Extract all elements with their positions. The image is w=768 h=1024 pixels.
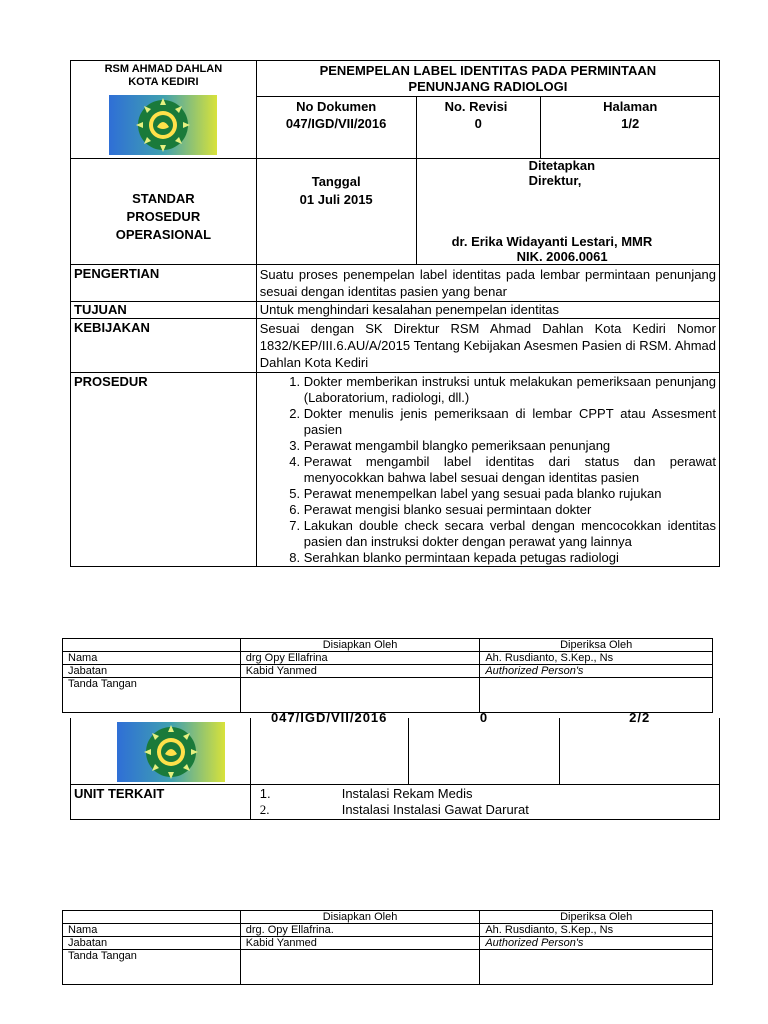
row-ttd-label: Tanda Tangan [63,678,241,713]
doc-number-value: 047/IGD/VII/2016 [285,116,387,131]
pengertian-label: PENGERTIAN [71,265,257,302]
revision-cell [416,97,541,159]
sop-label-cell [71,159,257,265]
prosedur-step: 6. Perawat mengisi blanko sesuai permintaan dokter [304,502,716,518]
page-cell [541,97,720,159]
checked-signature [480,950,713,985]
tujuan-label: TUJUAN [71,302,257,319]
muhammadiyah-sun-logo-icon [117,722,225,782]
prepared-name: drg. Opy Ellafrina. [240,924,480,937]
prosedur-step: 1. Dokter memberikan instruksi untuk melakukan pemeriksaan penunjang (Laboratorium, radiologi, dll.) [304,374,716,406]
row-nama-label: Nama [63,652,241,665]
sop-line1: STANDAR [132,191,195,206]
prosedur-cell [256,373,719,567]
page2-doc-cell [250,710,408,784]
date-cell [256,159,416,265]
prosedur-list [260,374,716,566]
doc-number-cell [256,97,416,159]
muhammadiyah-sun-logo-icon [109,95,217,155]
title-line2: PENUNJANG RADIOLOGI [408,79,568,94]
prepared-header: Disiapkan Oleh [240,639,480,652]
page2-table [70,710,720,820]
prosedur-step: 2. Dokter menulis jenis pemeriksaan di lembar CPPT atau Assesment pasien [304,406,716,438]
approved-label: Ditetapkan [528,158,596,173]
hospital-cell [71,61,257,159]
checked-title: Authorized Person's [480,665,713,678]
page-label: Halaman [603,99,658,114]
prosedur-step: 8. Serahkan blanko permintaan kepada petugas radiologi [304,550,716,566]
revision-label: No. Revisi [444,99,508,114]
prepared-signature [240,950,480,985]
row-nama-label: Nama [63,924,241,937]
unit-terkait-label: UNIT TERKAIT [71,784,251,819]
director-label: Direktur, [528,173,582,188]
page2-rev-cell [408,710,560,784]
unit-number: 2. [259,801,270,817]
prosedur-step: 7. Lakukan double check secara verbal dengan mencocokkan identitas pasien dan instruksi dokter dengan perawat yang lainnya [304,518,716,550]
director-nik: NIK. 2006.0061 [516,249,608,264]
prosedur-step: 3. Perawat mengambil blangko pemeriksaan penunjang [304,438,716,454]
blank-header [63,911,241,924]
document-title [256,61,719,97]
checked-title: Authorized Person's [480,937,713,950]
prosedur-step: 5. Perawat menempelkan label yang sesuai pada blanko rujukan [304,486,716,502]
checked-header: Diperiksa Oleh [480,911,713,924]
prosedur-step: 4. Perawat mengambil label identitas dari status dan perawat menyocokkan bahwa label sesuai dengan identitas pasien [304,454,716,486]
kebijakan-label: KEBIJAKAN [71,319,257,373]
page2-logo-cell [71,718,251,784]
checked-name: Ah. Rusdianto, S.Kep., Ns [480,652,713,665]
page2-doc-number: 047/IGD/VII/2016 [270,710,388,725]
approval-cell [416,159,719,265]
sop-table [70,60,720,567]
unit-item [254,786,716,802]
prepared-header: Disiapkan Oleh [240,911,480,924]
unit-name: Instalasi Instalasi Gawat Darurat [341,801,529,817]
page2-page-cell [560,710,720,784]
hospital-name-line1: RSM AHMAD DAHLAN [104,63,223,75]
prepared-title: Kabid Yanmed [240,665,480,678]
unit-item [254,802,716,818]
checked-header: Diperiksa Oleh [480,639,713,652]
title-line1: PENEMPELAN LABEL IDENTITAS PADA PERMINTAAN [319,63,657,78]
doc-number-label: No Dokumen [296,99,377,114]
blank-header [63,639,241,652]
unit-number: 1. [259,785,271,801]
signature-table-page2 [62,910,713,985]
row-jabatan-label: Jabatan [63,937,241,950]
page-value: 1/2 [621,116,640,131]
page2-revision: 0 [479,710,489,725]
hospital-name-line2: KOTA KEDIRI [128,76,199,88]
signature-table [62,638,713,713]
tujuan-text: Untuk menghindari kesalahan penempelan identitas [256,302,719,319]
checked-name: Ah. Rusdianto, S.Kep., Ns [480,924,713,937]
revision-value: 0 [474,116,482,131]
sop-line2: PROSEDUR [126,209,201,224]
director-name: dr. Erika Widayanti Lestari, MMR [451,234,653,249]
prepared-name: drg Opy Ellafrina [240,652,480,665]
prepared-signature [240,678,480,713]
unit-terkait-list [250,784,719,819]
checked-signature [480,678,713,713]
date-label: Tanggal [311,174,361,189]
row-jabatan-label: Jabatan [63,665,241,678]
prepared-title: Kabid Yanmed [240,937,480,950]
pengertian-text: Suatu proses penempelan label identitas pada lembar permintaan penunjang sesuai dengan identitas pasien yang benar [256,265,719,302]
date-value: 01 Juli 2015 [299,192,373,207]
unit-name: Instalasi Rekam Medis [341,785,473,801]
sop-line3: OPERASIONAL [115,227,212,242]
page2-page-number: 2/2 [629,710,651,725]
kebijakan-text: Sesuai dengan SK Direktur RSM Ahmad Dahlan Kota Kediri Nomor 1832/KEP/III.6.AU/A/2015 Tentang Kebijakan Asesmen Pasien di RSM. Ahmad Dahlan Kota Kediri [256,319,719,373]
row-ttd-label: Tanda Tangan [63,950,241,985]
prosedur-label: PROSEDUR [71,373,257,567]
